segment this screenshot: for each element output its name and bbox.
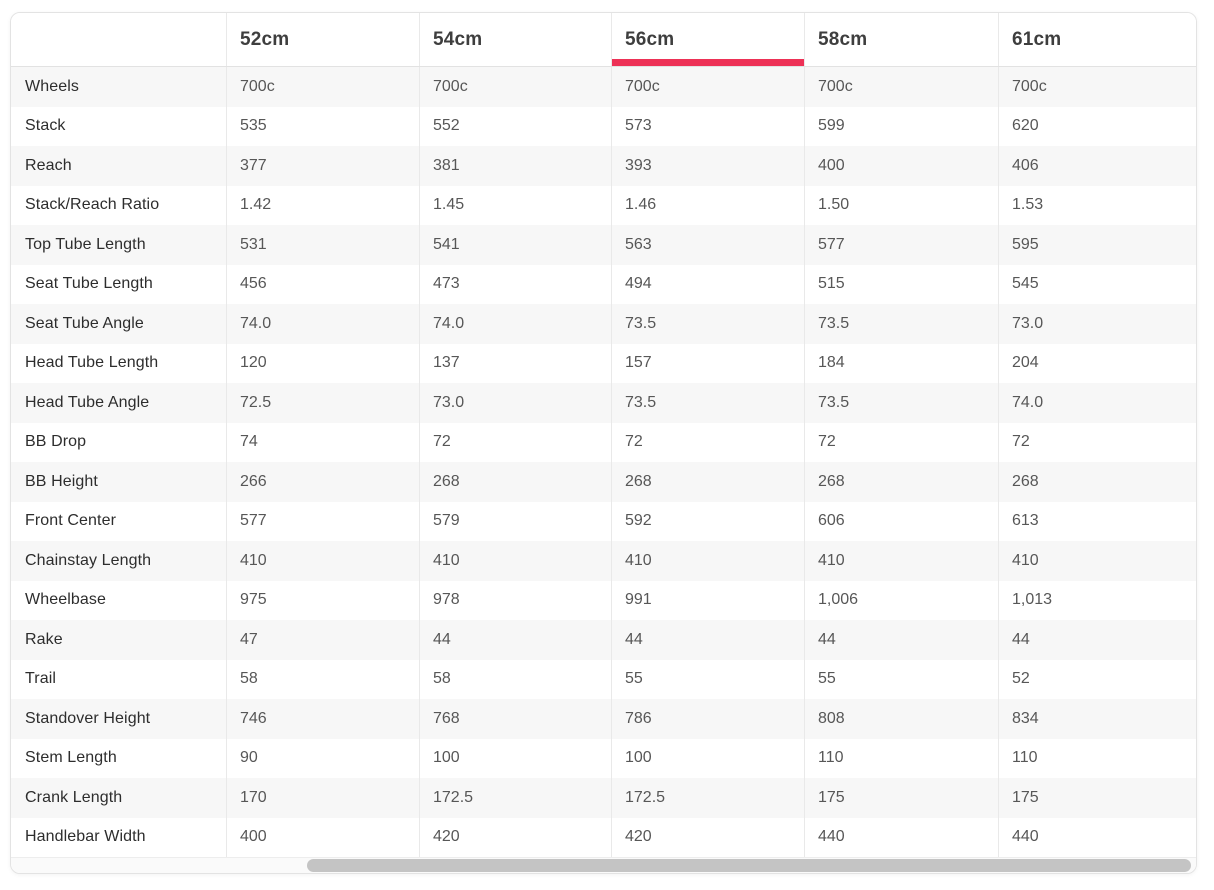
cell-value: 72.5 (227, 383, 420, 423)
cell-value: 577 (227, 502, 420, 542)
row-label: Rake (11, 620, 227, 660)
table-row (11, 423, 1196, 463)
row-label: Reach (11, 146, 227, 186)
cell-value: 110 (1012, 749, 1038, 767)
row-label: Head Tube Angle (11, 383, 227, 423)
cell-value: 440 (805, 818, 999, 858)
cell-value: 1.50 (805, 186, 999, 226)
cell-value: 620 (1012, 117, 1039, 135)
cell-value: 595 (1012, 235, 1039, 253)
cell-value: 44 (1012, 630, 1030, 648)
row-label: Chainstay Length (11, 541, 227, 581)
row-label: BB Height (11, 462, 227, 502)
size-tab-label: 56cm (625, 28, 675, 50)
table-row (11, 462, 1196, 502)
cell-value: 44 (612, 620, 805, 660)
cell-value: 592 (612, 502, 805, 542)
cell-value: 52 (1012, 670, 1030, 688)
row-label: Standover Height (11, 699, 227, 739)
table-row (11, 304, 1196, 344)
table-row (11, 699, 1196, 739)
size-tab-56cm[interactable] (612, 13, 805, 66)
cell-value: 72 (612, 423, 805, 463)
table-row (11, 146, 1196, 186)
cell-value: 552 (420, 107, 612, 147)
cell-value: 473 (420, 265, 612, 305)
table-row (11, 620, 1196, 660)
cell-value: 531 (227, 225, 420, 265)
size-tab-52cm[interactable] (227, 13, 420, 66)
cell-value: 975 (227, 581, 420, 621)
table-row (11, 502, 1196, 542)
cell-value: 978 (420, 581, 612, 621)
cell-value: 100 (612, 739, 805, 779)
cell-value: 577 (805, 225, 999, 265)
cell-value: 563 (612, 225, 805, 265)
cell-value: 55 (805, 660, 999, 700)
horizontal-scrollbar-thumb[interactable] (307, 859, 1191, 872)
corner-cell (11, 13, 227, 66)
cell-value: 1,013 (1012, 591, 1053, 609)
table-row (11, 344, 1196, 384)
cell-value: 700c (420, 67, 612, 107)
row-label: Head Tube Length (11, 344, 227, 384)
size-header-row (11, 13, 1196, 67)
geometry-table-card (10, 12, 1197, 874)
cell-value: 400 (805, 146, 999, 186)
cell-value: 157 (612, 344, 805, 384)
cell-value: 90 (227, 739, 420, 779)
cell-value: 420 (612, 818, 805, 858)
row-label: Seat Tube Length (11, 265, 227, 305)
size-tab-54cm[interactable] (420, 13, 612, 66)
table-row (11, 541, 1196, 581)
cell-value: 579 (420, 502, 612, 542)
cell-value: 73.0 (1012, 314, 1044, 332)
row-label: Seat Tube Angle (11, 304, 227, 344)
cell-value: 44 (420, 620, 612, 660)
cell-value: 440 (1012, 828, 1039, 846)
cell-value: 991 (612, 581, 805, 621)
horizontal-scrollbar-track[interactable] (11, 857, 1196, 873)
cell-value: 44 (805, 620, 999, 660)
cell-value: 172.5 (612, 778, 805, 818)
cell-value: 834 (1012, 709, 1039, 727)
cell-value: 74.0 (420, 304, 612, 344)
cell-value: 377 (227, 146, 420, 186)
cell-value: 1.45 (420, 186, 612, 226)
table-row (11, 778, 1196, 818)
size-tab-label: 52cm (240, 28, 290, 50)
table-row (11, 186, 1196, 226)
cell-value: 606 (805, 502, 999, 542)
size-tab-label: 58cm (818, 28, 868, 50)
cell-value: 515 (805, 265, 999, 305)
table-body (11, 67, 1196, 857)
row-label: Trail (11, 660, 227, 700)
cell-value: 268 (612, 462, 805, 502)
cell-value: 410 (1012, 551, 1039, 569)
cell-value: 545 (1012, 275, 1039, 293)
cell-value: 700c (1012, 77, 1047, 95)
cell-value: 1.53 (1012, 196, 1044, 214)
cell-value: 55 (612, 660, 805, 700)
table-row (11, 818, 1196, 858)
cell-value: 1.46 (612, 186, 805, 226)
cell-value: 72 (1012, 433, 1030, 451)
cell-value: 420 (420, 818, 612, 858)
table-row (11, 660, 1196, 700)
cell-value: 137 (420, 344, 612, 384)
cell-value: 1,006 (805, 581, 999, 621)
cell-value: 808 (805, 699, 999, 739)
cell-value: 72 (420, 423, 612, 463)
cell-value: 410 (612, 541, 805, 581)
cell-value: 175 (1012, 788, 1039, 806)
cell-value: 120 (227, 344, 420, 384)
cell-value: 400 (227, 818, 420, 858)
cell-value: 541 (420, 225, 612, 265)
cell-value: 58 (227, 660, 420, 700)
row-label: Front Center (11, 502, 227, 542)
cell-value: 1.42 (227, 186, 420, 226)
row-label: Wheelbase (11, 581, 227, 621)
table-row (11, 581, 1196, 621)
cell-value: 74.0 (227, 304, 420, 344)
cell-value: 268 (420, 462, 612, 502)
size-tab-label: 61cm (1012, 28, 1062, 50)
cell-value: 204 (1012, 354, 1039, 372)
cell-value: 100 (420, 739, 612, 779)
cell-value: 268 (805, 462, 999, 502)
row-label: Wheels (11, 67, 227, 107)
cell-value: 266 (227, 462, 420, 502)
size-tab-58cm[interactable] (805, 13, 999, 66)
cell-value: 456 (227, 265, 420, 305)
table-row (11, 265, 1196, 305)
row-label: Handlebar Width (11, 818, 227, 858)
cell-value: 599 (805, 107, 999, 147)
cell-value: 393 (612, 146, 805, 186)
cell-value: 700c (805, 67, 999, 107)
row-label: Stack/Reach Ratio (11, 186, 227, 226)
cell-value: 768 (420, 699, 612, 739)
cell-value: 746 (227, 699, 420, 739)
cell-value: 494 (612, 265, 805, 305)
cell-value: 184 (805, 344, 999, 384)
cell-value: 73.5 (805, 304, 999, 344)
cell-value: 268 (1012, 472, 1039, 490)
cell-value: 74 (227, 423, 420, 463)
row-label: Stem Length (11, 739, 227, 779)
size-tab-61cm[interactable] (999, 13, 1196, 66)
cell-value: 410 (420, 541, 612, 581)
cell-value: 47 (227, 620, 420, 660)
cell-value: 381 (420, 146, 612, 186)
cell-value: 72 (805, 423, 999, 463)
cell-value: 73.5 (612, 383, 805, 423)
row-label: Crank Length (11, 778, 227, 818)
cell-value: 170 (227, 778, 420, 818)
table-row (11, 67, 1196, 107)
cell-value: 786 (612, 699, 805, 739)
cell-value: 58 (420, 660, 612, 700)
table-row (11, 107, 1196, 147)
row-label: BB Drop (11, 423, 227, 463)
cell-value: 74.0 (1012, 393, 1044, 411)
active-tab-indicator (612, 59, 804, 66)
cell-value: 700c (612, 67, 805, 107)
table-row (11, 739, 1196, 779)
size-tab-label: 54cm (433, 28, 483, 50)
cell-value: 175 (805, 778, 999, 818)
cell-value: 172.5 (420, 778, 612, 818)
cell-value: 73.5 (805, 383, 999, 423)
row-label: Stack (11, 107, 227, 147)
cell-value: 613 (1012, 512, 1039, 530)
row-label: Top Tube Length (11, 225, 227, 265)
cell-value: 410 (805, 541, 999, 581)
cell-value: 700c (227, 67, 420, 107)
cell-value: 406 (1012, 156, 1039, 174)
cell-value: 410 (227, 541, 420, 581)
table-row (11, 225, 1196, 265)
cell-value: 535 (227, 107, 420, 147)
cell-value: 573 (612, 107, 805, 147)
cell-value: 73.0 (420, 383, 612, 423)
cell-value: 110 (805, 739, 999, 779)
cell-value: 73.5 (612, 304, 805, 344)
table-row (11, 383, 1196, 423)
